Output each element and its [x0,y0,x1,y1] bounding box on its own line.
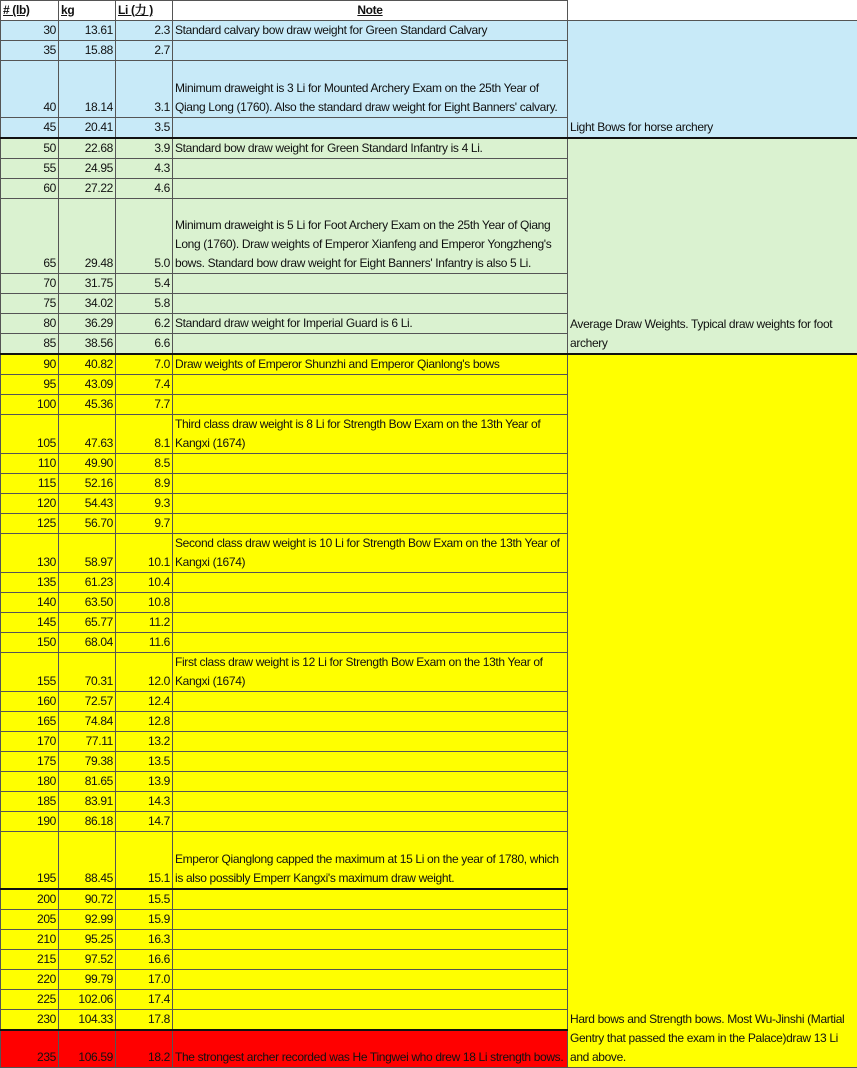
cell-kg[interactable]: 24.95 [59,159,116,179]
cell-lb[interactable]: 160 [1,692,59,712]
cell-lb[interactable]: 45 [1,118,59,139]
group-note[interactable]: Hard bows and Strength bows. Most Wu-Jinshi (Martial Gentry that passed the exam in the Palace)draw 13 Li and above. [568,354,857,1068]
cell-note[interactable] [173,752,568,772]
header-row [1,1,857,21]
cell-lb[interactable]: 115 [1,474,59,494]
cell-lb[interactable]: 60 [1,179,59,199]
cell-note[interactable]: Draw weights of Emperor Shunzhi and Emperor Qianlong's bows [173,354,568,375]
cell-lb[interactable]: 205 [1,909,59,929]
group-note[interactable]: Average Draw Weights. Typical draw weights for foot archery [568,138,857,354]
cell-li[interactable]: 6.6 [116,334,173,355]
cell-lb[interactable]: 85 [1,334,59,355]
cell-li[interactable]: 10.4 [116,573,173,593]
cell-li[interactable]: 11.2 [116,613,173,633]
cell-li[interactable]: 12.0 [116,653,173,692]
cell-li[interactable]: 16.6 [116,949,173,969]
header-blank [568,1,857,21]
cell-li[interactable]: 9.7 [116,514,173,534]
group-note[interactable]: Light Bows for horse archery [568,21,857,139]
cell-li[interactable]: 17.0 [116,969,173,989]
cell-kg[interactable]: 99.79 [59,969,116,989]
cell-note[interactable] [173,732,568,752]
cell-kg[interactable]: 52.16 [59,474,116,494]
cell-kg[interactable]: 95.25 [59,929,116,949]
cell-kg[interactable]: 31.75 [59,274,116,294]
cell-note[interactable]: Standard bow draw weight for Green Standard Infantry is 4 Li. [173,138,568,159]
cell-kg[interactable]: 45.36 [59,395,116,415]
cell-li[interactable]: 9.3 [116,494,173,514]
cell-li[interactable]: 2.7 [116,41,173,61]
table-row [1,138,857,159]
cell-li[interactable]: 7.7 [116,395,173,415]
cell-lb[interactable]: 70 [1,274,59,294]
cell-lb[interactable]: 150 [1,633,59,653]
header-lb[interactable]: # (lb) [1,1,59,21]
cell-kg[interactable]: 77.11 [59,732,116,752]
cell-li[interactable]: 14.7 [116,812,173,832]
cell-kg[interactable]: 29.48 [59,199,116,274]
cell-lb[interactable]: 40 [1,61,59,118]
cell-lb[interactable]: 155 [1,653,59,692]
cell-note[interactable] [173,969,568,989]
cell-kg[interactable]: 18.14 [59,61,116,118]
table-row [1,354,857,375]
cell-note[interactable] [173,395,568,415]
cell-note[interactable] [173,613,568,633]
cell-note[interactable] [173,949,568,969]
cell-lb[interactable]: 55 [1,159,59,179]
cell-kg[interactable]: 92.99 [59,909,116,929]
cell-note[interactable]: Standard calvary bow draw weight for Green Standard Calvary [173,21,568,41]
cell-lb[interactable]: 110 [1,454,59,474]
cell-kg[interactable]: 106.59 [59,1030,116,1068]
cell-li[interactable]: 13.5 [116,752,173,772]
cell-note[interactable] [173,772,568,792]
cell-note[interactable] [173,792,568,812]
cell-kg[interactable]: 104.33 [59,1009,116,1030]
cell-note[interactable] [173,929,568,949]
cell-kg[interactable]: 13.61 [59,21,116,41]
cell-note[interactable] [173,494,568,514]
cell-li[interactable]: 6.2 [116,314,173,334]
cell-lb[interactable]: 35 [1,41,59,61]
cell-li[interactable]: 2.3 [116,21,173,41]
cell-note[interactable] [173,118,568,139]
cell-li[interactable]: 3.9 [116,138,173,159]
cell-lb[interactable]: 140 [1,593,59,613]
cell-lb[interactable]: 235 [1,1030,59,1068]
cell-kg[interactable]: 68.04 [59,633,116,653]
cell-note[interactable] [173,159,568,179]
cell-kg[interactable]: 88.45 [59,832,116,889]
cell-li[interactable]: 17.8 [116,1009,173,1030]
cell-lb[interactable]: 190 [1,812,59,832]
cell-note[interactable] [173,889,568,910]
cell-note[interactable] [173,593,568,613]
cell-kg[interactable]: 63.50 [59,593,116,613]
cell-lb[interactable]: 225 [1,989,59,1009]
cell-lb[interactable]: 105 [1,415,59,454]
cell-note[interactable] [173,712,568,732]
cell-note[interactable] [173,274,568,294]
cell-kg[interactable]: 97.52 [59,949,116,969]
cell-li[interactable]: 16.3 [116,929,173,949]
cell-kg[interactable]: 102.06 [59,989,116,1009]
cell-note[interactable]: Standard draw weight for Imperial Guard is 6 Li. [173,314,568,334]
cell-lb[interactable]: 120 [1,494,59,514]
cell-li[interactable]: 4.6 [116,179,173,199]
cell-lb[interactable]: 195 [1,832,59,889]
cell-kg[interactable]: 38.56 [59,334,116,355]
cell-li[interactable]: 12.4 [116,692,173,712]
cell-li[interactable]: 7.0 [116,354,173,375]
cell-lb[interactable]: 65 [1,199,59,274]
cell-note[interactable] [173,573,568,593]
cell-li[interactable]: 3.5 [116,118,173,139]
cell-kg[interactable]: 79.38 [59,752,116,772]
cell-li[interactable]: 5.0 [116,199,173,274]
cell-note[interactable] [173,514,568,534]
cell-lb[interactable]: 130 [1,534,59,573]
cell-lb[interactable]: 125 [1,514,59,534]
cell-li[interactable]: 15.9 [116,909,173,929]
cell-note[interactable] [173,179,568,199]
cell-lb[interactable]: 145 [1,613,59,633]
cell-note[interactable] [173,334,568,355]
cell-li[interactable]: 8.9 [116,474,173,494]
cell-li[interactable]: 5.4 [116,274,173,294]
cell-lb[interactable]: 210 [1,929,59,949]
cell-kg[interactable]: 20.41 [59,118,116,139]
cell-lb[interactable]: 175 [1,752,59,772]
cell-li[interactable]: 10.1 [116,534,173,573]
cell-li[interactable]: 8.5 [116,454,173,474]
cell-note[interactable]: The strongest archer recorded was He Tingwei who drew 18 Li strength bows. [173,1030,568,1068]
cell-kg[interactable]: 36.29 [59,314,116,334]
cell-li[interactable]: 13.9 [116,772,173,792]
cell-note[interactable] [173,454,568,474]
cell-kg[interactable]: 40.82 [59,354,116,375]
cell-kg[interactable]: 49.90 [59,454,116,474]
cell-lb[interactable]: 200 [1,889,59,910]
cell-lb[interactable]: 80 [1,314,59,334]
cell-kg[interactable]: 22.68 [59,138,116,159]
cell-kg[interactable]: 34.02 [59,294,116,314]
cell-note[interactable] [173,989,568,1009]
cell-note[interactable]: Minimum draweight is 5 Li for Foot Archery Exam on the 25th Year of Qiang Long (1760). Draw weights of Emperor Xianfeng and Emperor Yongzheng's bows. Standard bow draw weight for Eight Banners' Infantry is also 5 Li. [173,199,568,274]
cell-li[interactable]: 11.6 [116,633,173,653]
cell-note[interactable] [173,812,568,832]
cell-lb[interactable]: 100 [1,395,59,415]
cell-lb[interactable]: 95 [1,375,59,395]
cell-note[interactable] [173,41,568,61]
cell-note[interactable] [173,1009,568,1030]
cell-kg[interactable]: 65.77 [59,613,116,633]
cell-kg[interactable]: 90.72 [59,889,116,910]
cell-kg[interactable]: 83.91 [59,792,116,812]
cell-note[interactable]: Second class draw weight is 10 Li for Strength Bow Exam on the 13th Year of Kangxi (1674) [173,534,568,573]
cell-li[interactable]: 15.1 [116,832,173,889]
cell-li[interactable]: 12.8 [116,712,173,732]
cell-lb[interactable]: 30 [1,21,59,41]
header-kg[interactable]: kg [59,1,116,21]
cell-li[interactable]: 3.1 [116,61,173,118]
cell-note[interactable]: Third class draw weight is 8 Li for Strength Bow Exam on the 13th Year of Kangxi (1674) [173,415,568,454]
cell-note[interactable]: First class draw weight is 12 Li for Strength Bow Exam on the 13th Year of Kangxi (1674) [173,653,568,692]
cell-kg[interactable]: 81.65 [59,772,116,792]
cell-note[interactable] [173,633,568,653]
table-row [1,21,857,41]
cell-note[interactable] [173,375,568,395]
cell-li[interactable]: 17.4 [116,989,173,1009]
cell-note[interactable] [173,294,568,314]
table-body [1,21,857,1068]
cell-li[interactable]: 14.3 [116,792,173,812]
cell-lb[interactable]: 170 [1,732,59,752]
cell-kg[interactable]: 54.43 [59,494,116,514]
cell-lb[interactable]: 165 [1,712,59,732]
cell-lb[interactable]: 75 [1,294,59,314]
cell-note[interactable] [173,474,568,494]
cell-lb[interactable]: 230 [1,1009,59,1030]
cell-li[interactable]: 8.1 [116,415,173,454]
cell-li[interactable]: 7.4 [116,375,173,395]
cell-li[interactable]: 15.5 [116,889,173,910]
cell-lb[interactable]: 185 [1,792,59,812]
cell-kg[interactable]: 43.09 [59,375,116,395]
cell-lb[interactable]: 135 [1,573,59,593]
header-note[interactable]: Note [173,1,568,21]
cell-kg[interactable]: 86.18 [59,812,116,832]
cell-kg[interactable]: 15.88 [59,41,116,61]
cell-li[interactable]: 5.8 [116,294,173,314]
cell-kg[interactable]: 56.70 [59,514,116,534]
cell-li[interactable]: 18.2 [116,1030,173,1068]
cell-kg[interactable]: 27.22 [59,179,116,199]
cell-lb[interactable]: 215 [1,949,59,969]
cell-lb[interactable]: 50 [1,138,59,159]
cell-lb[interactable]: 220 [1,969,59,989]
cell-li[interactable]: 4.3 [116,159,173,179]
cell-note[interactable]: Minimum draweight is 3 Li for Mounted Archery Exam on the 25th Year of Qiang Long (1760). Also the standard draw weight for Eight Banners' calvary. [173,61,568,118]
cell-note[interactable] [173,909,568,929]
cell-kg[interactable]: 47.63 [59,415,116,454]
cell-kg[interactable]: 74.84 [59,712,116,732]
cell-note[interactable]: Emperor Qianglong capped the maximum at 15 Li on the year of 1780, which is also possibly Emperr Kangxi's maximum draw weight. [173,832,568,889]
cell-kg[interactable]: 72.57 [59,692,116,712]
cell-lb[interactable]: 90 [1,354,59,375]
cell-li[interactable]: 10.8 [116,593,173,613]
header-li[interactable]: Li (力 ) [116,1,173,21]
cell-kg[interactable]: 61.23 [59,573,116,593]
cell-kg[interactable]: 58.97 [59,534,116,573]
cell-kg[interactable]: 70.31 [59,653,116,692]
cell-note[interactable] [173,692,568,712]
cell-li[interactable]: 13.2 [116,732,173,752]
cell-lb[interactable]: 180 [1,772,59,792]
